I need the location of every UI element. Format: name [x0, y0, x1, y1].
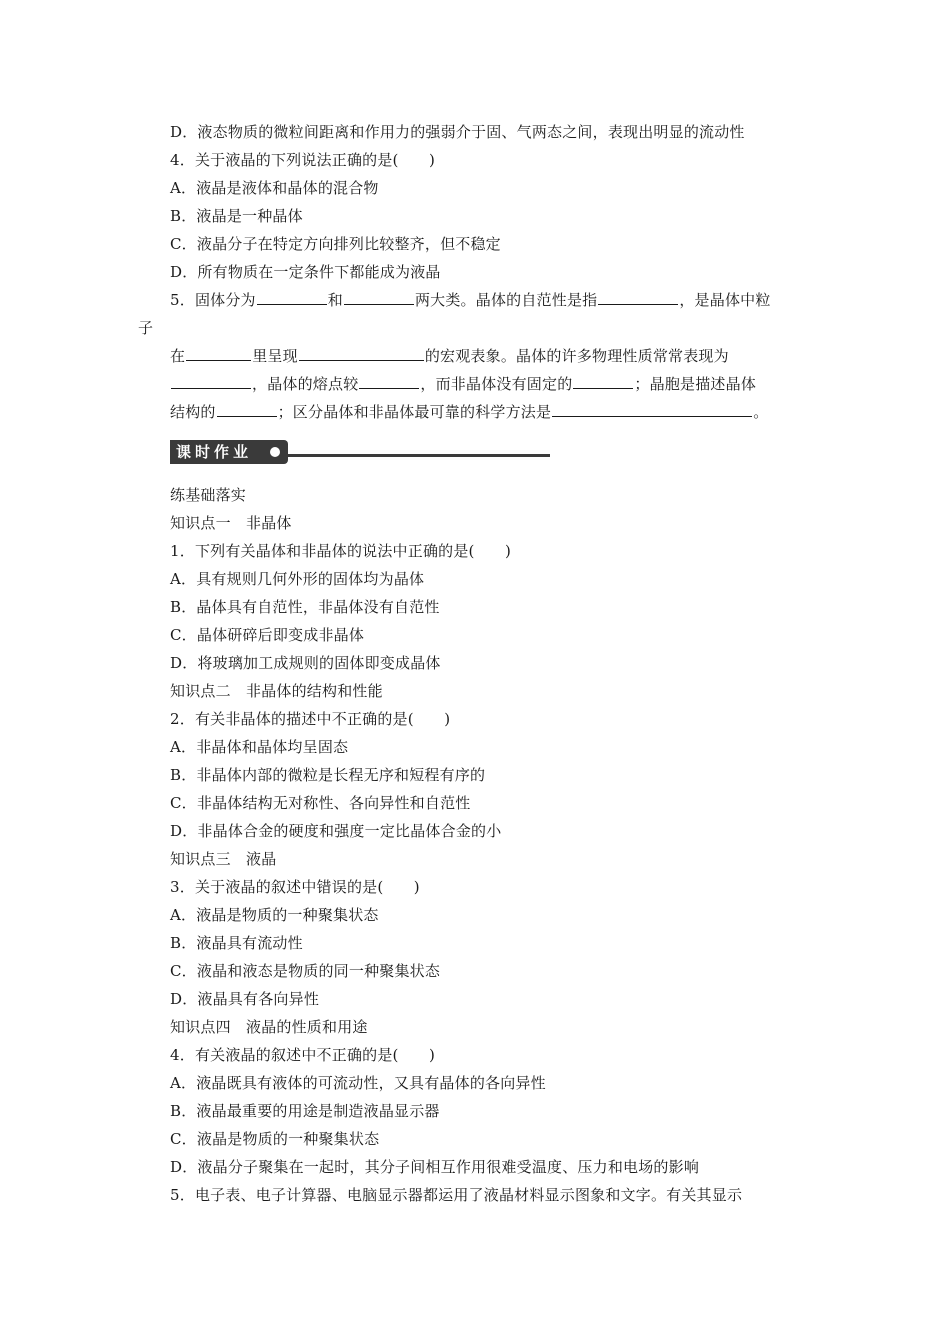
question-5-text: ，晶体的熔点较	[252, 375, 359, 393]
question-5-line-4	[170, 402, 768, 422]
question-5-text: 和	[327, 291, 343, 309]
question-5-text: 在	[170, 347, 186, 365]
question-5-text: 里呈现	[252, 347, 298, 365]
question-4-option-b: B．液晶是一种晶体	[170, 207, 303, 225]
homework-q1-option-b: B．晶体具有自范性，非晶体没有自范性	[170, 598, 440, 616]
homework-q4-option-b: B．液晶最重要的用途是制造液晶显示器	[170, 1102, 440, 1120]
homework-q3-option-a: A．液晶是物质的一种聚集状态	[170, 906, 379, 924]
homework-q3-stem: 3．关于液晶的叙述中错误的是( )	[170, 878, 420, 896]
fill-blank[interactable]	[552, 402, 752, 417]
section-title: 练基础落实	[170, 486, 247, 504]
fill-blank[interactable]	[573, 374, 633, 389]
bullet-dot-icon	[270, 447, 280, 457]
knowledge-point-3: 知识点三 液晶	[170, 850, 277, 868]
homework-q4-option-c: C．液晶是物质的一种聚集状态	[170, 1130, 380, 1148]
knowledge-point-4: 知识点四 液晶的性质和用途	[170, 1018, 368, 1036]
banner-rule	[282, 454, 550, 457]
homework-q2-option-d: D．非晶体合金的硬度和强度一定比晶体合金的小	[170, 822, 502, 840]
knowledge-point-2: 知识点二 非晶体的结构和性能	[170, 682, 383, 700]
question-4-option-a: A．液晶是液体和晶体的混合物	[170, 179, 379, 197]
fill-blank[interactable]	[299, 346, 424, 361]
knowledge-point-1: 知识点一 非晶体	[170, 514, 292, 532]
question-5-line-3	[170, 374, 756, 394]
homework-q3-option-c: C．液晶和液态是物质的同一种聚集状态	[170, 962, 441, 980]
homework-banner	[170, 440, 550, 466]
question-5-line-1	[170, 290, 771, 310]
homework-q5-stem: 5．电子表、电子计算器、电脑显示器都运用了液晶材料显示图象和文字。有关其显示	[170, 1186, 743, 1204]
homework-q3-option-b: B．液晶具有流动性	[170, 934, 303, 952]
question-5-text: 5．固体分为	[170, 291, 256, 309]
fill-blank[interactable]	[257, 290, 327, 305]
homework-q2-option-b: B．非晶体内部的微粒是长程无序和短程有序的	[170, 766, 486, 784]
question-5-text: 的宏观表象。晶体的许多物理性质常常表现为	[424, 347, 729, 365]
homework-q1-option-c: C．晶体研碎后即变成非晶体	[170, 626, 365, 644]
question-5-text: 。	[753, 403, 769, 421]
homework-q4-option-a: A．液晶既具有液体的可流动性，又具有晶体的各向异性	[170, 1074, 546, 1092]
fill-blank[interactable]	[598, 290, 678, 305]
question-4-option-d: D．所有物质在一定条件下都能成为液晶	[170, 263, 441, 281]
fill-blank[interactable]	[171, 374, 251, 389]
question-5-text: ，是晶体中粒	[679, 291, 771, 309]
homework-q4-stem: 4．有关液晶的叙述中不正确的是( )	[170, 1046, 436, 1064]
fill-blank[interactable]	[186, 346, 251, 361]
homework-q3-option-d: D．液晶具有各向异性	[170, 990, 320, 1008]
homework-q2-stem: 2．有关非晶体的描述中不正确的是( )	[170, 710, 451, 728]
homework-q1-stem: 1．下列有关晶体和非晶体的说法中正确的是( )	[170, 542, 512, 560]
question-3-option-d: D．液态物质的微粒间距离和作用力的强弱介于固、气两态之间，表现出明显的流动性	[170, 123, 745, 141]
banner-label: 课时作业	[170, 440, 288, 464]
fill-blank[interactable]	[344, 290, 414, 305]
question-5-text: ；晶胞是描述晶体	[634, 375, 757, 393]
homework-q1-option-d: D．将玻璃加工成规则的固体即变成晶体	[170, 654, 441, 672]
question-5-text: 两大类。晶体的自范性是指	[414, 291, 598, 309]
question-5-text: ，而非晶体没有固定的	[420, 375, 573, 393]
homework-q1-option-a: A．具有规则几何外形的固体均为晶体	[170, 570, 425, 588]
question-5-text: 结构的	[170, 403, 216, 421]
question-5-line-2	[170, 346, 729, 366]
homework-q2-option-a: A．非晶体和晶体均呈固态	[170, 738, 349, 756]
fill-blank[interactable]	[217, 402, 277, 417]
question-5-text: ；区分晶体和非晶体最可靠的科学方法是	[277, 403, 552, 421]
question-4-stem: 4．关于液晶的下列说法正确的是( )	[170, 151, 436, 169]
fill-blank[interactable]	[359, 374, 419, 389]
homework-q2-option-c: C．非晶体结构无对称性、各向异性和自范性	[170, 794, 471, 812]
homework-q4-option-d: D．液晶分子聚集在一起时，其分子间相互作用很难受温度、压力和电场的影响	[170, 1158, 700, 1176]
question-4-option-c: C．液晶分子在特定方向排列比较整齐，但不稳定	[170, 235, 501, 253]
question-5-wrap: 子	[138, 319, 154, 337]
